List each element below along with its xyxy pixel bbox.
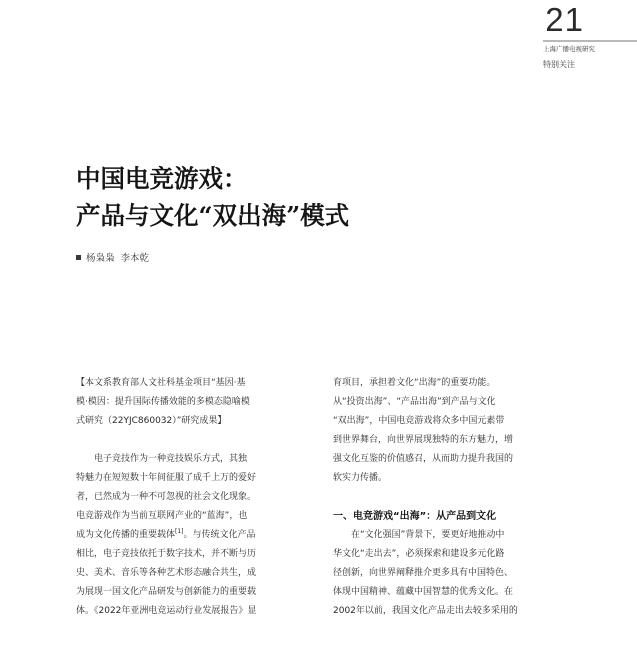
paragraph-line: 育项目，承担着文化“出海”的重要功能。 <box>333 378 496 388</box>
byline <box>76 250 155 264</box>
funding-line: 【本文系教育部人文社科基金项目“基因·基 <box>76 378 246 388</box>
paragraph-line: 强文化互鉴的价值感召，从而助力提升我国的 <box>333 454 514 464</box>
paragraph-line: 体现中国精神、蕴藏中国智慧的优秀文化。在 <box>333 587 514 597</box>
right-column <box>333 374 559 621</box>
funding-note <box>76 374 302 431</box>
section-paragraph <box>333 526 559 621</box>
byline-square-icon <box>76 255 81 260</box>
journal-name: 上海广播电视研究 <box>543 45 595 53</box>
section-heading: 一、电竞游戏“出海”：从产品到文化 <box>333 511 497 522</box>
paragraph-line: “双出海”，中国电竞游戏将众多中国元素带 <box>333 416 505 426</box>
funding-line: 式研究（22YJC860032）”研究成果】 <box>76 416 227 426</box>
author-name: 李本乾 <box>120 253 150 264</box>
paragraph-line-text: 成为文化传播的重要载体 <box>76 530 176 540</box>
paragraph-line: 在“文化强国”背景下，要更好地推动中 <box>351 530 505 540</box>
title-line-1: 中国电竞游戏： <box>76 164 248 193</box>
header-rule <box>543 40 637 42</box>
paragraph-line: 软实力传播。 <box>333 473 388 483</box>
paragraph-line: 电竞游戏作为当前互联网产业的“蓝海”，也 <box>76 511 248 521</box>
paragraph-line: 特魅力在短短数十年间征服了成千上万的爱好 <box>76 473 257 483</box>
paragraph-line: 华文化“走出去”，必须探索和建设多元化路 <box>333 549 505 559</box>
paragraph-line: 相比，电子竞技依托于数字技术，并不断与历 <box>76 549 257 559</box>
paragraph-line: 者，已然成为一种不可忽视的社会文化现象。 <box>76 492 257 502</box>
funding-line: 模·模因：提升国际传播效能的多模态隐喻模 <box>76 397 250 407</box>
paragraph-line: 从“投资出海”、“产品出海”到产品与文化 <box>333 397 496 407</box>
paragraph-line-text: 。与传统文化产品 <box>183 530 256 540</box>
left-column <box>76 374 302 621</box>
paragraph-line: 体。《2022年亚洲电竞运动行业发展报告》显 <box>76 606 257 616</box>
paragraph-line: 史、美术、音乐等各种艺术形态融合共生，成 <box>76 568 257 578</box>
paragraph-line <box>76 526 302 545</box>
footnote-ref: [1] <box>175 528 184 535</box>
article-title <box>76 160 349 234</box>
intro-paragraph <box>76 450 302 621</box>
paragraph-line: 为展现一国文化产品研发与创新能力的重要载 <box>76 587 257 597</box>
page-number: 21 <box>545 1 584 38</box>
paragraph-line: 电子竞技作为一种竞技娱乐方式，其独 <box>94 454 248 464</box>
paragraph-line: 2002年以前，我国文化产品走出去较多采用的 <box>333 606 518 616</box>
paragraph-line: 到世界舞台，向世界展现独特的东方魅力，增 <box>333 435 514 445</box>
author-name: 杨枭枭 <box>86 253 115 264</box>
paragraph-line: 径创新，向世界阐释推介更多具有中国特色、 <box>333 568 514 578</box>
title-line-2: 产品与文化“双出海”模式 <box>76 201 350 230</box>
continued-paragraph <box>333 374 559 488</box>
section-name: 特别关注 <box>543 60 575 69</box>
